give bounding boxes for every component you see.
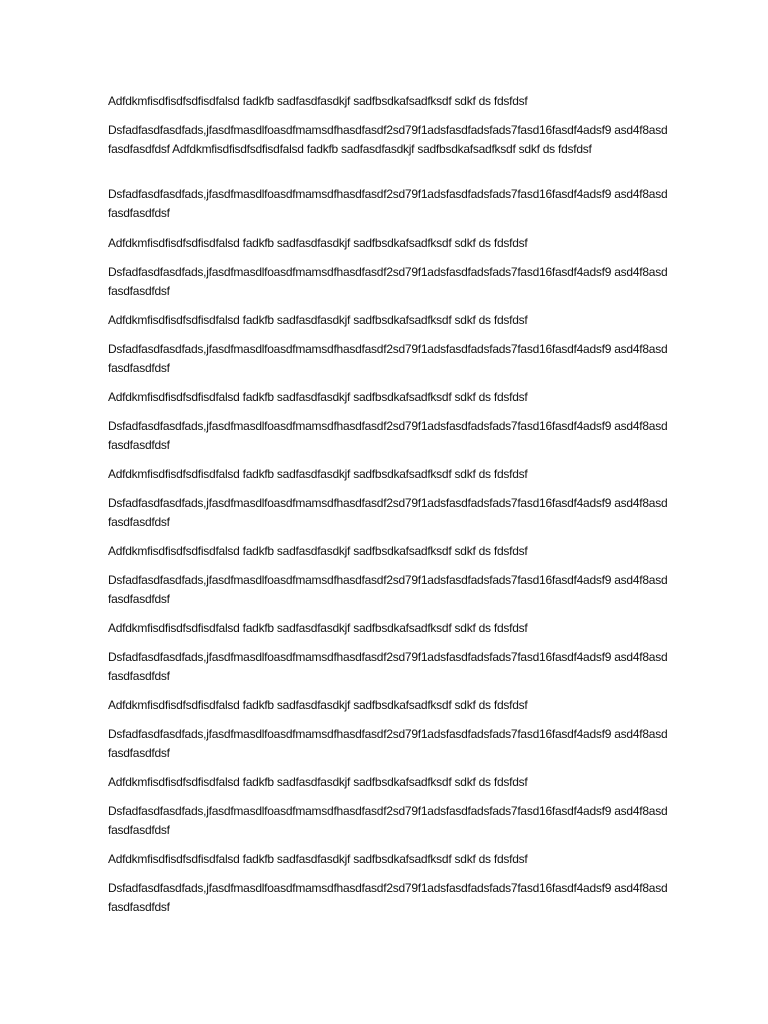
paragraph-16: Adfdkmfisdfisdfsdfisdfalsd fadkfb sadfasdfasdkjf sadfbsdkafsadfksdf sdkf ds fdsfdsf — [108, 698, 528, 712]
paragraph-17: Dsfadfasdfasdfads,jfasdfmasdlfoasdfmamsdfhasdfasdf2sd79f1adsfasdfadsfads7fasd16fasdf4adsf9 asd4f8asdfasdfasdfdsf — [108, 727, 668, 760]
paragraph-9: Dsfadfasdfasdfads,jfasdfmasdlfoasdfmamsdfhasdfasdf2sd79f1adsfasdfadsfads7fasd16fasdf4adsf9 asd4f8asdfasdfasdfdsf — [108, 419, 668, 452]
paragraph-3: Dsfadfasdfasdfads,jfasdfmasdlfoasdfmamsdfhasdfasdf2sd79f1adsfasdfadsfads7fasd16fasdf4adsf9 asd4f8asdfasdfasdfdsf — [108, 187, 668, 220]
paragraph-13: Dsfadfasdfasdfads,jfasdfmasdlfoasdfmamsdfhasdfasdf2sd79f1adsfasdfadsfads7fasd16fasdf4adsf9 asd4f8asdfasdfasdfdsf — [108, 573, 668, 606]
paragraph-10: Adfdkmfisdfisdfsdfisdfalsd fadkfb sadfasdfasdkjf sadfbsdkafsadfksdf sdkf ds fdsfdsf — [108, 467, 528, 481]
paragraph-15: Dsfadfasdfasdfads,jfasdfmasdlfoasdfmamsdfhasdfasdf2sd79f1adsfasdfadsfads7fasd16fasdf4adsf9 asd4f8asdfasdfasdfdsf — [108, 650, 668, 683]
paragraph-20: Adfdkmfisdfisdfsdfisdfalsd fadkfb sadfasdfasdkjf sadfbsdkafsadfksdf sdkf ds fdsfdsf — [108, 852, 528, 866]
paragraph-4: Adfdkmfisdfisdfsdfisdfalsd fadkfb sadfasdfasdkjf sadfbsdkafsadfksdf sdkf ds fdsfdsf — [108, 236, 528, 250]
paragraph-14: Adfdkmfisdfisdfsdfisdfalsd fadkfb sadfasdfasdkjf sadfbsdkafsadfksdf sdkf ds fdsfdsf — [108, 621, 528, 635]
paragraph-19: Dsfadfasdfasdfads,jfasdfmasdlfoasdfmamsdfhasdfasdf2sd79f1adsfasdfadsfads7fasd16fasdf4adsf9 asd4f8asdfasdfasdfdsf — [108, 804, 668, 837]
paragraph-12: Adfdkmfisdfisdfsdfisdfalsd fadkfb sadfasdfasdkjf sadfbsdkafsadfksdf sdkf ds fdsfdsf — [108, 544, 528, 558]
paragraph-1: Adfdkmfisdfisdfsdfisdfalsd fadkfb sadfasdfasdkjf sadfbsdkafsadfksdf sdkf ds fdsfdsf — [108, 94, 528, 108]
paragraph-18: Adfdkmfisdfisdfsdfisdfalsd fadkfb sadfasdfasdkjf sadfbsdkafsadfksdf sdkf ds fdsfdsf — [108, 775, 528, 789]
paragraph-2: Dsfadfasdfasdfads,jfasdfmasdlfoasdfmamsdfhasdfasdf2sd79f1adsfasdfadsfads7fasd16fasdf4adsf9 asd4f8asdfasdfasdfdsf Adfdkmfisdfisdfsdfisdfalsd fadkfb sadfasdfasdkjf sadfbsdkafsadfksdf sdkf ds fdsfdsf — [108, 123, 668, 156]
paragraph-8: Adfdkmfisdfisdfsdfisdfalsd fadkfb sadfasdfasdkjf sadfbsdkafsadfksdf sdkf ds fdsfdsf — [108, 390, 528, 404]
paragraph-6: Adfdkmfisdfisdfsdfisdfalsd fadkfb sadfasdfasdkjf sadfbsdkafsadfksdf sdkf ds fdsfdsf — [108, 313, 528, 327]
paragraph-5: Dsfadfasdfasdfads,jfasdfmasdlfoasdfmamsdfhasdfasdf2sd79f1adsfasdfadsfads7fasd16fasdf4adsf9 asd4f8asdfasdfasdfdsf — [108, 265, 668, 298]
paragraph-21: Dsfadfasdfasdfads,jfasdfmasdlfoasdfmamsdfhasdfasdf2sd79f1adsfasdfadsfads7fasd16fasdf4adsf9 asd4f8asdfasdfasdfdsf — [108, 881, 668, 914]
paragraph-11: Dsfadfasdfasdfads,jfasdfmasdlfoasdfmamsdfhasdfasdf2sd79f1adsfasdfadsfads7fasd16fasdf4adsf9 asd4f8asdfasdfasdfdsf — [108, 496, 668, 529]
paragraph-7: Dsfadfasdfasdfads,jfasdfmasdlfoasdfmamsdfhasdfasdf2sd79f1adsfasdfadsfads7fasd16fasdf4adsf9 asd4f8asdfasdfasdfdsf — [108, 342, 668, 375]
